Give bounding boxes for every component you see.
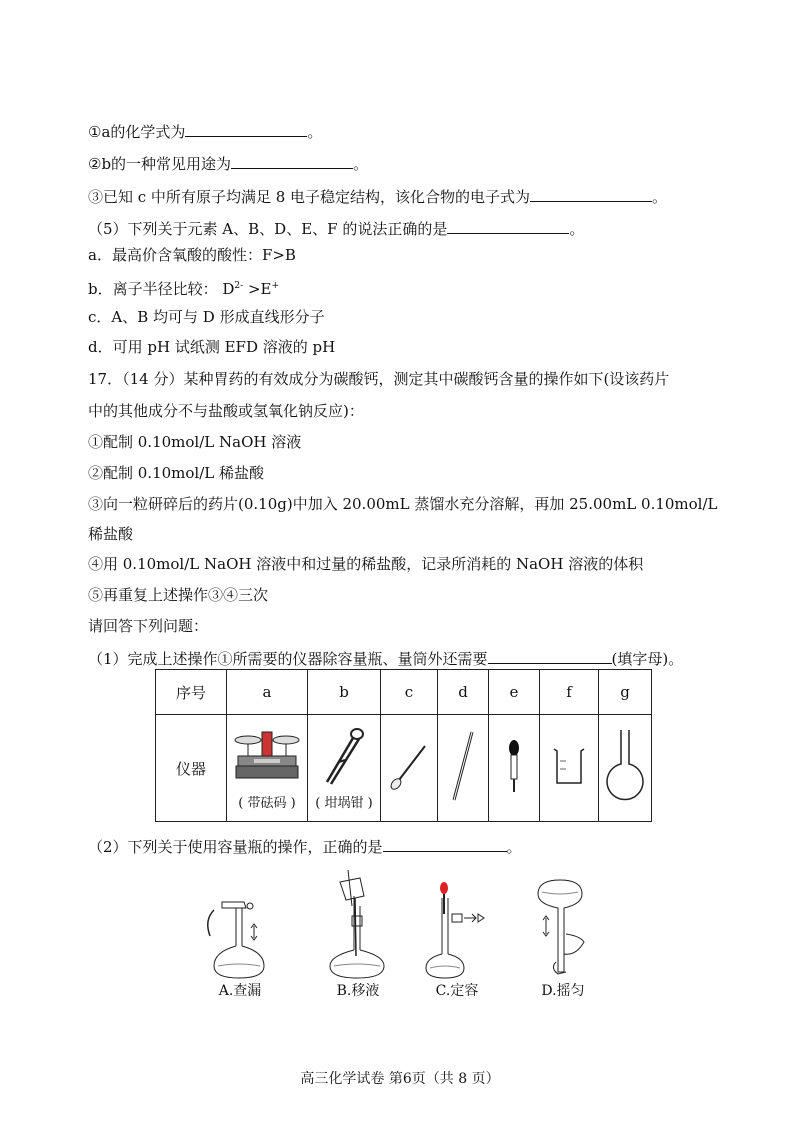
crucible-tongs-icon bbox=[319, 726, 369, 788]
step-4: ④用 0.10mol/L NaOH 溶液中和过量的稀盐酸，记录所消耗的 NaOH 溶液的体积 bbox=[88, 555, 644, 573]
caption-balance: ( 带砝码 ) bbox=[238, 795, 296, 811]
beaker-icon bbox=[551, 745, 587, 787]
caption-tongs: ( 坩埚钳 ) bbox=[315, 795, 373, 811]
line-text: （5）下列关于元素 A、B、D、E、F 的说法正确的是 bbox=[88, 220, 448, 238]
make-to-volume-illustration bbox=[420, 880, 510, 980]
step-1: ①配制 0.10mol/L NaOH 溶液 bbox=[88, 433, 302, 451]
step-3-cont: 稀盐酸 bbox=[88, 525, 134, 543]
option-c: c．A、B 均可与 D 形成直线形分子 bbox=[88, 308, 325, 326]
question-17-1 bbox=[88, 648, 683, 669]
answer-blank[interactable] bbox=[383, 836, 507, 852]
flask-cell bbox=[599, 715, 652, 822]
answer-blank[interactable] bbox=[488, 648, 612, 664]
medicine-spoon-icon bbox=[387, 736, 431, 796]
question-17-stem: 17．（14 分）某种胃药的有效成分为碳酸钙，测定其中碳酸钙含量的操作如下(设该药片 bbox=[88, 370, 670, 388]
prompt-text: 请回答下列问题： bbox=[88, 617, 209, 635]
option-d: d．可用 pH 试纸测 EFD 溶液的 pH bbox=[88, 338, 336, 356]
figure-label-d: D.摇匀 bbox=[541, 983, 585, 999]
transfer-liquid-illustration bbox=[318, 866, 408, 980]
leak-check-illustration bbox=[200, 890, 290, 980]
header-cell: g bbox=[599, 670, 652, 715]
step-2: ②配制 0.10mol/L 稀盐酸 bbox=[88, 464, 265, 482]
question-line-4 bbox=[88, 218, 584, 239]
line-text: （2）下列关于使用容量瓶的操作，正确的是 bbox=[88, 838, 383, 856]
line-end: 。 bbox=[353, 155, 369, 173]
invert-shake-illustration bbox=[530, 876, 600, 980]
line-end: 。 bbox=[506, 838, 522, 856]
line-text: ③已知 c 中所有原子均满足 8 电子稳定结构，该化合物的电子式为 bbox=[88, 188, 531, 206]
round-bottom-flask-icon bbox=[603, 726, 647, 806]
line-text: ①a的化学式为 bbox=[88, 123, 186, 141]
spatula-cell bbox=[381, 715, 438, 822]
question-line-1 bbox=[88, 121, 322, 142]
balance-cell bbox=[227, 715, 308, 822]
option-a: a．最高价含氧酸的酸性：F>B bbox=[88, 246, 296, 264]
instrument-table bbox=[155, 669, 652, 822]
glass-rod-cell bbox=[438, 715, 489, 822]
question-line-3 bbox=[88, 186, 667, 207]
question-17-2 bbox=[88, 836, 522, 857]
header-cell: f bbox=[540, 670, 599, 715]
answer-blank[interactable] bbox=[231, 153, 353, 169]
line-end: (填字母)。 bbox=[611, 650, 684, 668]
header-cell: 序号 bbox=[156, 670, 227, 715]
dropper-cell bbox=[489, 715, 540, 822]
line-end: 。 bbox=[569, 220, 585, 238]
question-line-2 bbox=[88, 153, 368, 174]
header-cell: b bbox=[308, 670, 381, 715]
tongs-cell bbox=[308, 715, 381, 822]
step-3: ③向一粒研碎后的药片(0.10g)中加入 20.00mL 蒸馏水充分溶解，再加 25.00mL 0.10mol/L bbox=[88, 495, 718, 513]
line-end: 。 bbox=[307, 123, 323, 141]
step-5: ⑤再重复上述操作③④三次 bbox=[88, 586, 269, 604]
balance-icon bbox=[232, 726, 302, 788]
glass-rod-icon bbox=[448, 728, 478, 804]
line-end: 。 bbox=[652, 188, 668, 206]
dropper-icon bbox=[504, 738, 524, 794]
option-b bbox=[88, 276, 279, 299]
figure-label-c: C.定容 bbox=[435, 983, 479, 999]
header-cell: a bbox=[227, 670, 308, 715]
header-cell: e bbox=[489, 670, 540, 715]
answer-blank[interactable] bbox=[185, 121, 307, 137]
answer-blank[interactable] bbox=[447, 218, 569, 234]
charge-superscript: + bbox=[271, 281, 280, 291]
charge-superscript: 2- bbox=[234, 281, 244, 291]
option-b-text2: >E bbox=[243, 280, 272, 298]
page-footer: 高三化学试卷 第6页（共 8 页） bbox=[300, 1071, 500, 1087]
option-b-text: b．离子半径比较： D bbox=[88, 280, 235, 298]
line-text: （1）完成上述操作①所需要的仪器除容量瓶、量筒外还需要 bbox=[88, 650, 488, 668]
figure-label-a: A.查漏 bbox=[218, 983, 262, 999]
answer-blank[interactable] bbox=[530, 186, 652, 202]
header-cell: d bbox=[438, 670, 489, 715]
line-text: ②b的一种常见用途为 bbox=[88, 155, 232, 173]
row-label: 仪器 bbox=[156, 715, 227, 822]
figure-label-b: B.移液 bbox=[336, 983, 380, 999]
question-17-stem-cont: 中的其他成分不与盐酸或氢氧化钠反应)： bbox=[88, 402, 364, 420]
header-cell: c bbox=[381, 670, 438, 715]
beaker-cell bbox=[540, 715, 599, 822]
